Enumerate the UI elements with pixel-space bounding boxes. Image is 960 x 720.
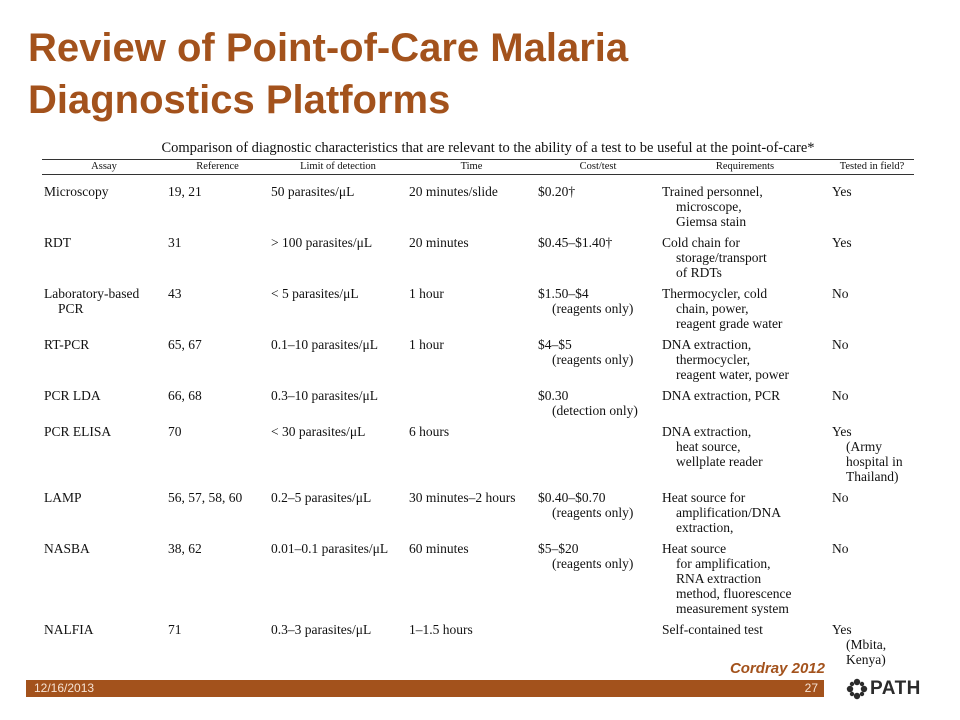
limit-of-detection-cell [269, 331, 407, 382]
table-row [42, 382, 914, 418]
requirements-cell-line: DNA extraction, [662, 337, 752, 352]
reference-cell [166, 484, 269, 535]
time-cell-line: 1–1.5 hours [409, 622, 473, 637]
reference-cell [166, 535, 269, 616]
requirements-cell-line: Giemsa stain [676, 214, 747, 229]
requirements-cell-line: Trained personnel, [662, 184, 763, 199]
limit-of-detection-cell-line: 0.1–10 parasites/μL [271, 337, 378, 352]
time-cell [407, 229, 536, 280]
cost-cell-line: (reagents only) [552, 352, 634, 367]
tested-in-field-cell-line: Thailand) [846, 469, 899, 484]
column-header: Reference [166, 160, 269, 175]
requirements-cell-line: Cold chain for [662, 235, 740, 250]
requirements-cell-line: RNA extraction [676, 571, 762, 586]
reference-cell [166, 280, 269, 331]
table-header-row [42, 160, 914, 175]
column-header: Requirements [660, 160, 830, 175]
logo-text: PATH [870, 678, 921, 699]
requirements-cell-line: wellplate reader [676, 454, 763, 469]
slide-title [28, 22, 788, 126]
path-logo-icon [846, 678, 868, 700]
tested-in-field-cell-line: No [832, 541, 849, 556]
assay-cell [42, 484, 166, 535]
assay-cell [42, 280, 166, 331]
reference-cell-line: 31 [168, 235, 182, 250]
column-header: Tested in field? [830, 160, 914, 175]
limit-of-detection-cell-line: 50 parasites/μL [271, 184, 355, 199]
time-cell-line: 1 hour [409, 337, 444, 352]
requirements-cell-line: reagent grade water [676, 316, 783, 331]
assay-cell [42, 616, 166, 667]
assay-cell [42, 229, 166, 280]
tested-in-field-cell [830, 382, 914, 418]
assay-cell-line: NALFIA [44, 622, 94, 637]
requirements-cell-line: DNA extraction, PCR [662, 388, 781, 403]
table-row [42, 229, 914, 280]
requirements-cell-line: of RDTs [676, 265, 722, 280]
tested-in-field-cell-line: (Mbita, [846, 637, 887, 652]
requirements-cell [660, 535, 830, 616]
time-cell-line: 30 minutes–2 hours [409, 490, 516, 505]
cost-cell-line: (reagents only) [552, 505, 634, 520]
time-cell [407, 382, 536, 418]
reference-cell-line: 66, 68 [168, 388, 202, 403]
tested-in-field-cell-line: Yes [832, 424, 852, 439]
assay-cell-line: PCR LDA [44, 388, 101, 403]
reference-cell-line: 38, 62 [168, 541, 202, 556]
footer-bar [26, 680, 824, 697]
assay-cell-line: Microscopy [44, 184, 109, 199]
requirements-cell-line: Heat source [662, 541, 727, 556]
requirements-cell-line: DNA extraction, [662, 424, 752, 439]
reference-cell [166, 616, 269, 667]
assay-cell-line: PCR [58, 301, 84, 316]
limit-of-detection-cell [269, 484, 407, 535]
time-cell [407, 175, 536, 230]
time-cell-line: 6 hours [409, 424, 450, 439]
limit-of-detection-cell-line: 0.3–10 parasites/μL [271, 388, 378, 403]
footer-date: 12/16/2013 [34, 681, 95, 695]
limit-of-detection-cell [269, 418, 407, 484]
reference-cell [166, 331, 269, 382]
tested-in-field-cell-line: No [832, 490, 849, 505]
title-line-2: Diagnostics Platforms [28, 78, 451, 122]
table-row [42, 331, 914, 382]
reference-cell-line: 65, 67 [168, 337, 202, 352]
tested-in-field-cell-line: Kenya) [846, 652, 886, 667]
limit-of-detection-cell [269, 229, 407, 280]
tested-in-field-cell [830, 331, 914, 382]
requirements-cell-line: Heat source for [662, 490, 746, 505]
tested-in-field-cell [830, 418, 914, 484]
time-cell-line: 60 minutes [409, 541, 469, 556]
assay-cell-line: RDT [44, 235, 71, 250]
cost-cell [536, 175, 660, 230]
limit-of-detection-cell-line: 0.01–0.1 parasites/μL [271, 541, 389, 556]
limit-of-detection-cell [269, 616, 407, 667]
requirements-cell-line: microscope, [676, 199, 742, 214]
requirements-cell [660, 331, 830, 382]
limit-of-detection-cell-line: < 5 parasites/μL [271, 286, 359, 301]
requirements-cell [660, 229, 830, 280]
requirements-cell [660, 382, 830, 418]
tested-in-field-cell-line: Yes [832, 622, 852, 637]
assay-cell [42, 175, 166, 230]
limit-of-detection-cell-line: > 100 parasites/μL [271, 235, 373, 250]
assay-cell [42, 382, 166, 418]
requirements-cell-line: extraction, [676, 520, 734, 535]
cost-cell [536, 382, 660, 418]
tested-in-field-cell [830, 616, 914, 667]
time-cell [407, 535, 536, 616]
cost-cell [536, 280, 660, 331]
reference-cell-line: 56, 57, 58, 60 [168, 490, 243, 505]
requirements-cell-line: Self-contained test [662, 622, 763, 637]
requirements-cell-line: heat source, [676, 439, 741, 454]
requirements-cell-line: reagent water, power [676, 367, 790, 382]
requirements-cell [660, 175, 830, 230]
comparison-table [42, 159, 914, 667]
reference-cell-line: 71 [168, 622, 182, 637]
requirements-cell-line: Thermocycler, cold [662, 286, 768, 301]
cost-cell [536, 535, 660, 616]
requirements-cell [660, 418, 830, 484]
limit-of-detection-cell [269, 382, 407, 418]
cost-cell [536, 616, 660, 667]
assay-cell-line: NASBA [44, 541, 90, 556]
reference-cell [166, 418, 269, 484]
cost-cell-line: $0.40–$0.70 [538, 490, 606, 505]
reference-cell-line: 43 [168, 286, 182, 301]
tested-in-field-cell-line: No [832, 388, 849, 403]
tested-in-field-cell [830, 280, 914, 331]
path-logo [846, 677, 936, 701]
tested-in-field-cell [830, 484, 914, 535]
tested-in-field-cell-line: No [832, 286, 849, 301]
requirements-cell [660, 484, 830, 535]
requirements-cell-line: for amplification, [676, 556, 771, 571]
assay-cell [42, 535, 166, 616]
tested-in-field-cell [830, 229, 914, 280]
time-cell [407, 616, 536, 667]
column-header: Assay [42, 160, 166, 175]
assay-cell [42, 418, 166, 484]
reference-cell-line: 70 [168, 424, 182, 439]
reference-cell [166, 382, 269, 418]
tested-in-field-cell [830, 535, 914, 616]
assay-cell [42, 331, 166, 382]
cost-cell-line: (reagents only) [552, 556, 634, 571]
time-cell [407, 484, 536, 535]
tested-in-field-cell-line: (Army [846, 439, 882, 454]
limit-of-detection-cell [269, 280, 407, 331]
table-row [42, 175, 914, 230]
column-header: Time [407, 160, 536, 175]
time-cell-line: 20 minutes [409, 235, 469, 250]
requirements-cell-line: storage/transport [676, 250, 767, 265]
reference-cell [166, 175, 269, 230]
title-line-1: Review of Point-of-Care Malaria [28, 26, 629, 70]
assay-cell-line: PCR ELISA [44, 424, 112, 439]
limit-of-detection-cell-line: 0.3–3 parasites/μL [271, 622, 372, 637]
page-number: 27 [804, 681, 818, 695]
requirements-cell-line: chain, power, [676, 301, 749, 316]
comparison-table-figure [42, 138, 914, 667]
table-row [42, 484, 914, 535]
assay-cell-line: LAMP [44, 490, 82, 505]
reference-cell [166, 229, 269, 280]
limit-of-detection-cell [269, 535, 407, 616]
cost-cell [536, 418, 660, 484]
requirements-cell-line: thermocycler, [676, 352, 751, 367]
cost-cell-line: $0.20† [538, 184, 576, 199]
cost-cell-line: $0.30 [538, 388, 569, 403]
cost-cell [536, 484, 660, 535]
tested-in-field-cell-line: hospital in [846, 454, 903, 469]
assay-cell-line: RT-PCR [44, 337, 90, 352]
cost-cell [536, 229, 660, 280]
tested-in-field-cell [830, 175, 914, 230]
requirements-cell-line: amplification/DNA [676, 505, 781, 520]
limit-of-detection-cell-line: < 30 parasites/μL [271, 424, 366, 439]
limit-of-detection-cell [269, 175, 407, 230]
limit-of-detection-cell-line: 0.2–5 parasites/μL [271, 490, 372, 505]
tested-in-field-cell-line: Yes [832, 235, 852, 250]
table-body [42, 175, 914, 668]
cost-cell-line: (reagents only) [552, 301, 634, 316]
column-header: Cost/test [536, 160, 660, 175]
requirements-cell-line: method, fluorescence [676, 586, 792, 601]
cost-cell-line: $4–$5 [538, 337, 572, 352]
tested-in-field-cell-line: No [832, 337, 849, 352]
cost-cell-line: $1.50–$4 [538, 286, 589, 301]
time-cell [407, 418, 536, 484]
time-cell [407, 331, 536, 382]
column-header: Limit of detection [269, 160, 407, 175]
time-cell-line: 20 minutes/slide [409, 184, 498, 199]
cost-cell-line: $0.45–$1.40† [538, 235, 613, 250]
table-caption: Comparison of diagnostic characteristics that are relevant to the ability of a test to be useful at the point-of-care* [161, 140, 815, 156]
cost-cell-line: $5–$20 [538, 541, 579, 556]
table-row [42, 535, 914, 616]
cost-cell-line: (detection only) [552, 403, 638, 418]
requirements-cell-line: measurement system [676, 601, 789, 616]
requirements-cell [660, 280, 830, 331]
time-cell [407, 280, 536, 331]
tested-in-field-cell-line: Yes [832, 184, 852, 199]
citation: Cordray 2012 [729, 660, 825, 677]
time-cell-line: 1 hour [409, 286, 444, 301]
table-row [42, 280, 914, 331]
table-row [42, 418, 914, 484]
assay-cell-line: Laboratory-based [44, 286, 140, 301]
cost-cell [536, 331, 660, 382]
reference-cell-line: 19, 21 [168, 184, 202, 199]
